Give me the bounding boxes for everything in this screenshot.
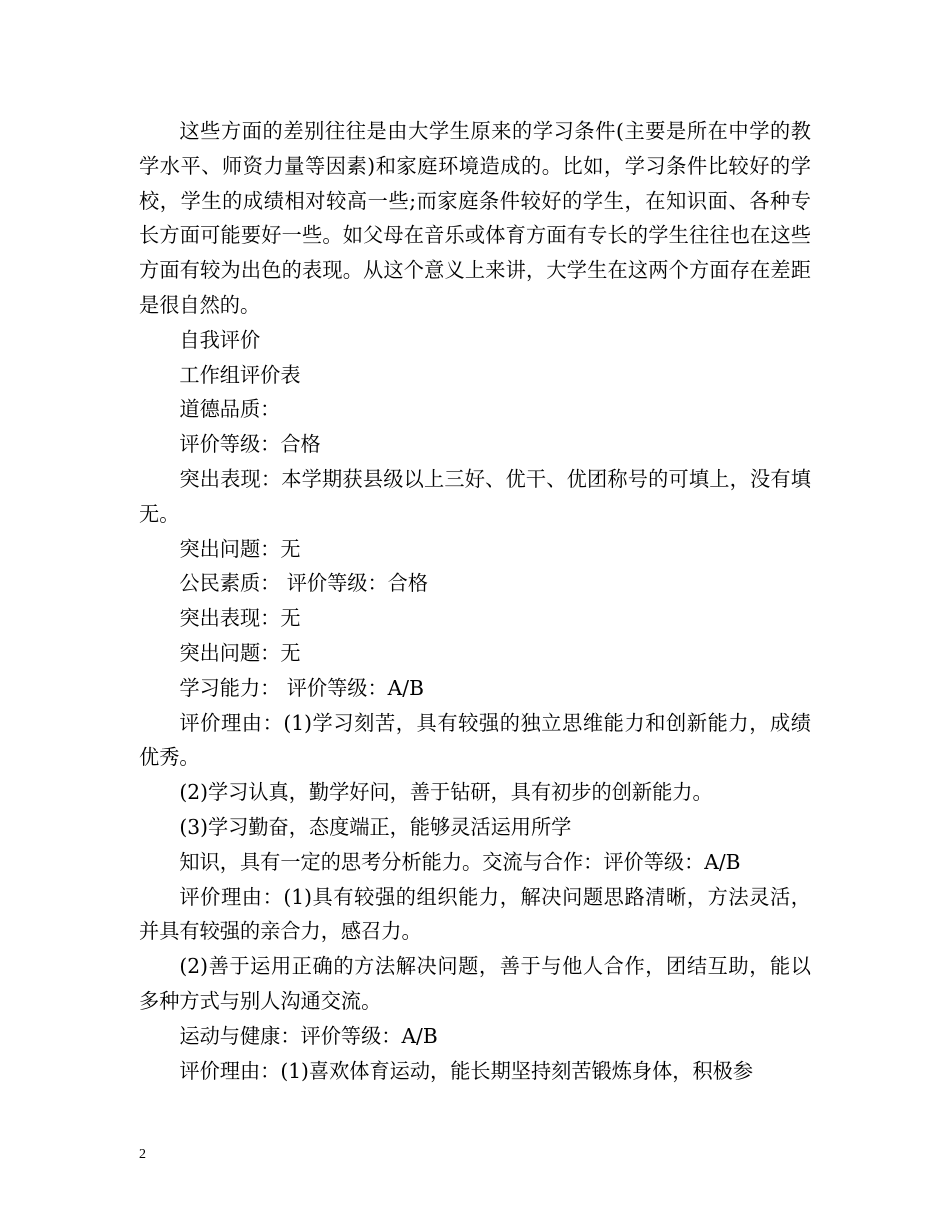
paragraph-communication: 知识，具有一定的思考分析能力。交流与合作：评价等级：A/B [179,849,741,874]
page-number: 2 [139,1147,146,1162]
paragraph-sports-health: 运动与健康：评价等级：A/B [179,1023,438,1048]
paragraph-civic-problems: 突出问题：无 [179,640,301,665]
paragraph-communication-reason-1: 评价理由：(1)具有较强的组织能力，解决问题思路清晰，方法灵活，并具有较强的亲合力，感召力。 [139,884,811,944]
paragraph-moral-highlights: 突出表现：本学期获县级以上三好、优干、优团称号的可填上，没有填无。 [139,466,811,526]
paragraph-learning-ability: 学习能力： 评价等级：A/B [179,675,424,700]
paragraph-communication-reason-2: (2)善于运用正确的方法解决问题，善于与他人合作，团结互助，能以多种方式与别人沟通交流。 [139,954,811,1013]
paragraph-workgroup-table: 工作组评价表 [179,362,301,387]
paragraph-learning-reason-1: 评价理由：(1)学习刻苦，具有较强的独立思维能力和创新能力，成绩优秀。 [139,710,811,770]
paragraph-sports-reason-1: 评价理由：(1)喜欢体育运动，能长期坚持刻苦锻炼身体，积极参 [179,1058,754,1083]
paragraph-moral-problems: 突出问题：无 [179,536,301,561]
paragraph-moral-grade: 评价等级：合格 [179,432,321,457]
paragraph-learning-reason-2: (2)学习认真，勤学好问，善于钻研，具有初步的创新能力。 [179,780,713,805]
body-text [139,114,811,1088]
paragraph-civic-quality: 公民素质： 评价等级：合格 [179,571,429,596]
paragraph-civic-highlights: 突出表现：无 [179,606,301,631]
paragraph-learning-reason-3: (3)学习勤奋，态度端正，能够灵活运用所学 [179,814,572,839]
paragraph-self-evaluation: 自我评价 [179,327,261,352]
paragraph-cause-of-differences: 这些方面的差别往往是由大学生原来的学习条件(主要是所在中学的教学水平、师资力量等因素)和家庭环境造成的。比如，学习条件比较好的学校，学生的成绩相对较高一些;而家庭条件较好的学生，在知识面、各种专长方面可能要好一些。如父母在音乐或体育方面有专长的学生往往也在这些方面有较为出色的表现。从这个意义上来讲，大学生在这两个方面存在差距是很自然的。 [139,119,811,317]
paragraph-moral-quality: 道德品质： [179,397,281,422]
